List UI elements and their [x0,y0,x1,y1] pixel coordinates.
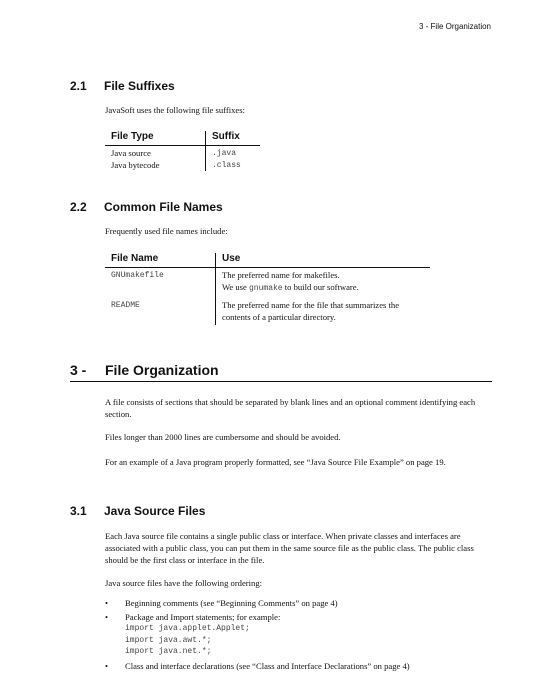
section-title: Java Source Files [104,504,206,518]
section-heading-3-1 [70,504,205,518]
chapter-heading-3 [70,362,492,382]
table-cell [216,268,431,295]
cell-text: to build our software. [282,281,359,292]
column-header: File Name [105,253,216,268]
table-cell [216,294,431,325]
running-header: 3 - File Organization [418,22,491,31]
cell-line [222,282,424,295]
ordering-list [105,597,505,674]
paragraph: JavaSoft uses the following file suffixes: [105,105,245,115]
table-cell: GNUmakefile [105,268,216,295]
section-heading-2-1 [70,79,175,93]
chapter-number: 3 - [70,362,87,378]
code-line: import java.awt.*; [125,635,212,645]
file-suffix-table [105,131,260,171]
cell-line: contents of a particular directory. [222,311,336,322]
section-number: 2.1 [70,79,87,93]
inline-code: gnumake [249,283,283,293]
table-row [105,160,260,172]
table-header-row [105,131,260,146]
table-row [105,146,260,160]
paragraph: Each Java source file contains a single public class or interface. When private classes and interfaces are associated with a public class, you can put them in the same source file as the public class. The public class should be the first class or interface in the file. [105,531,474,565]
table-cell: Java source [105,146,206,160]
table-row [105,294,430,325]
cell-line: The preferred name for makefiles. [222,270,340,280]
cell-line: The preferred name for the file that summarizes the [222,300,400,310]
column-header: File Type [105,131,206,146]
section-number: 2.2 [70,200,87,214]
section-title: File Suffixes [104,79,175,93]
list-item: • Class and interface declarations (see “Class and Interface Declarations” on page 4) [105,660,505,672]
code-line: import java.applet.Applet; [125,624,250,633]
code-line: import java.net.*; [125,647,212,656]
table-row [105,268,430,295]
table-cell: .class [212,160,241,170]
chapter-title: File Organization [105,362,219,378]
paragraph: Frequently used file names include: [105,226,228,236]
paragraph: Java source files have the following ordering: [105,578,263,588]
list-item-text: • Package and Import statements; for example: [125,612,281,622]
paragraph: A file consists of sections that should be separated by blank lines and an optional comment identifying each section. [105,397,476,419]
column-header: Use [216,253,431,268]
file-name-table [105,253,430,325]
list-item: • Beginning comments (see “Beginning Comments” on page 4) [105,597,505,609]
table-cell: Java bytecode [105,160,206,172]
table-cell: .java [212,149,237,158]
table-header-row [105,253,430,268]
section-number: 3.1 [70,504,87,518]
list-item [105,611,505,658]
section-heading-2-2 [70,200,223,214]
table-cell: README [105,294,216,325]
paragraph: Files longer than 2000 lines are cumbersome and should be avoided. [105,432,341,442]
column-header: Suffix [206,131,261,146]
cell-text: We use [222,281,249,292]
section-title: Common File Names [104,200,223,214]
paragraph: For an example of a Java program properly formatted, see “Java Source File Example” on page 19. [105,457,446,467]
